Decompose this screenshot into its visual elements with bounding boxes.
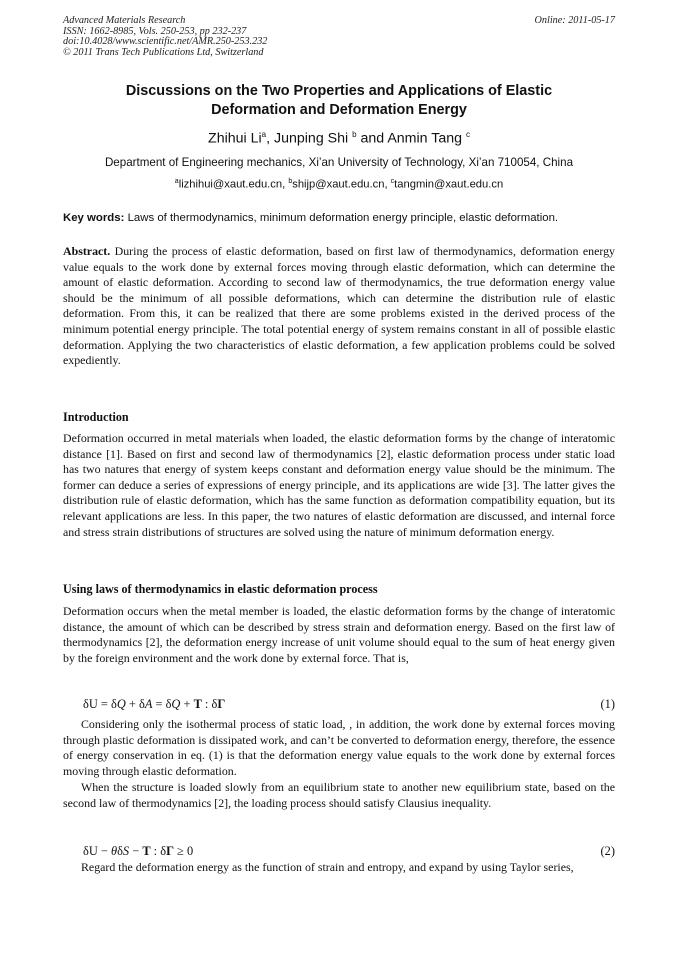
eq2-Gamma: Γ <box>166 844 174 858</box>
eq1-part-5: : δ <box>201 697 218 711</box>
online-date: Online: 2011-05-17 <box>534 15 615 26</box>
email-a: lizhihui@xaut.edu.cn, <box>178 178 289 191</box>
doi-line: doi:10.4028/www.scientific.net/AMR.250-253.232 <box>63 36 268 48</box>
author-2-sup: b <box>352 130 357 139</box>
eq1-T: T <box>193 697 202 711</box>
keywords-label: Key words: <box>63 212 125 224</box>
eq1-dU: δU <box>83 697 98 711</box>
paper-title <box>63 82 615 120</box>
eq1-part-4: + <box>180 697 194 711</box>
eq2-T: T <box>142 844 151 858</box>
section-2-paragraph-4: Regard the deformation energy as the function of strain and entropy, and expand by using Taylor series, <box>81 860 574 874</box>
eq1-part-3: = δ <box>152 697 172 711</box>
journal-name: Advanced Materials Research <box>63 15 186 26</box>
equation-2-number: (2) <box>600 844 615 858</box>
title-line-1: Discussions on the Two Properties and Applications of Elastic <box>125 83 553 99</box>
section-2-heading: Using laws of thermodynamics in elastic deformation process <box>63 582 378 596</box>
equation-1 <box>83 697 615 712</box>
copyright-line: © 2011 Trans Tech Publications Ltd, Switzerland <box>63 46 264 58</box>
eq2-part-5: ≥ 0 <box>173 844 194 858</box>
author-3-sup: c <box>465 130 470 139</box>
author-list <box>63 130 615 147</box>
eq2-part-3: − <box>129 844 143 858</box>
abstract-label: Abstract. <box>63 244 111 258</box>
eq2-part-2: δ <box>117 844 123 858</box>
author-1-sup: a <box>261 130 267 139</box>
eq1-part-2: + δ <box>125 697 145 711</box>
eq2-S: S <box>122 844 130 858</box>
equation-2 <box>83 844 615 859</box>
abstract-text: During the process of elastic deformation, based on first law of thermodynamics, deformation energy value equals to the work done by external forces moving through elastic deformation, which can determine the amount of elastic deformation. According to second law of thermodynamics, the true deformation energy value should be the minimum of all possible deformations, which can determine the distribution rule of elastic deformation. From this, it can be realized that there are some problems existed in the derived process of the minimum potential energy principle. The total potential energy of system remains constant in all of possible elastic deformation. Applying the two characteristics of elastic deformation, a few application problems could be solved expediently. <box>63 244 615 368</box>
affiliation: Department of Engineering mechanics, Xi’an University of Technology, Xi’an 710054, China <box>104 156 574 169</box>
title-line-2: Deformation and Deformation Energy <box>211 102 467 118</box>
author-3: and Anmin Tang <box>356 130 466 147</box>
eq2-part-1: − <box>97 844 111 858</box>
email-c-sup: c <box>390 178 395 185</box>
author-2: , Junping Shi <box>266 130 353 147</box>
eq1-Gamma: Γ <box>217 697 226 711</box>
journal-header <box>63 16 615 58</box>
keywords-text: Laws of thermodynamics, minimum deformation energy principle, elastic deformation. <box>124 212 559 224</box>
eq1-part-1: = δ <box>97 697 117 711</box>
email-c: tangmin@xaut.edu.cn <box>394 178 504 191</box>
email-b-sup: b <box>288 178 293 185</box>
eq2-part-4: : δ <box>150 844 167 858</box>
issn-line: ISSN: 1662-8985, Vols. 250-253, pp 232-237 <box>63 25 247 37</box>
author-emails <box>63 178 615 191</box>
eq1-Q: Q <box>116 697 126 711</box>
author-1: Zhihui Li <box>208 130 262 147</box>
introduction-heading: Introduction <box>63 410 129 424</box>
eq2-dU: δU <box>83 844 98 858</box>
section-2-paragraph-2: Considering only the isothermal process of static load, , in addition, the work done by external forces moving through plastic deformation is dissipated work, and can’t be converted to deformation energy, therefore, the essence of energy conservation in eq. (1) is that the deformation energy value equals to the work done by external forces moving through elastic deformation. <box>63 717 615 778</box>
section-2-paragraph-3: When the structure is loaded slowly from an equilibrium state to another new equilibrium state, based on the second law of thermodynamics [2], the loading process should satisfy Clausius inequality. <box>63 780 615 810</box>
email-b: shijp@xaut.edu.cn, <box>292 178 391 191</box>
eq1-A: A <box>144 697 153 711</box>
keywords <box>63 212 623 224</box>
eq2-theta: θ <box>110 844 118 858</box>
section-2-paragraph-1: Deformation occurs when the metal member is loaded, the elastic deformation forms by the change of interatomic distance, the amount of which can be described by stress strain and deformation energy. Based on the first law of thermodynamics [2], the deformation energy increase of unit volume should equal to the sum of heat energy given by the foreign environment and the work done by external force. That is, <box>63 604 615 665</box>
abstract <box>63 244 615 369</box>
email-a-sup: a <box>174 178 179 185</box>
introduction-paragraph: Deformation occurred in metal materials when loaded, the elastic deformation forms by the change of interatomic distance [1]. Based on first and second law of thermodynamics [2], elastic deformation process under static load has two natures that energy of system keeps constant and deformation energy value should be the minimum. The former can deduce a series of expressions of energy principle, and its applications are wide [3]. The latter gives the distribution rule of elastic deformation, which has the same function as deformation compatibility equation, but its relevant applications are less. In this paper, the two natures of elastic deformation are discussed, and internal force and stress strain distributions of structures are solved using the nature of minimum deformation energy. <box>63 431 615 539</box>
eq1-Q-2: Q <box>171 697 181 711</box>
equation-1-number: (1) <box>600 697 615 711</box>
